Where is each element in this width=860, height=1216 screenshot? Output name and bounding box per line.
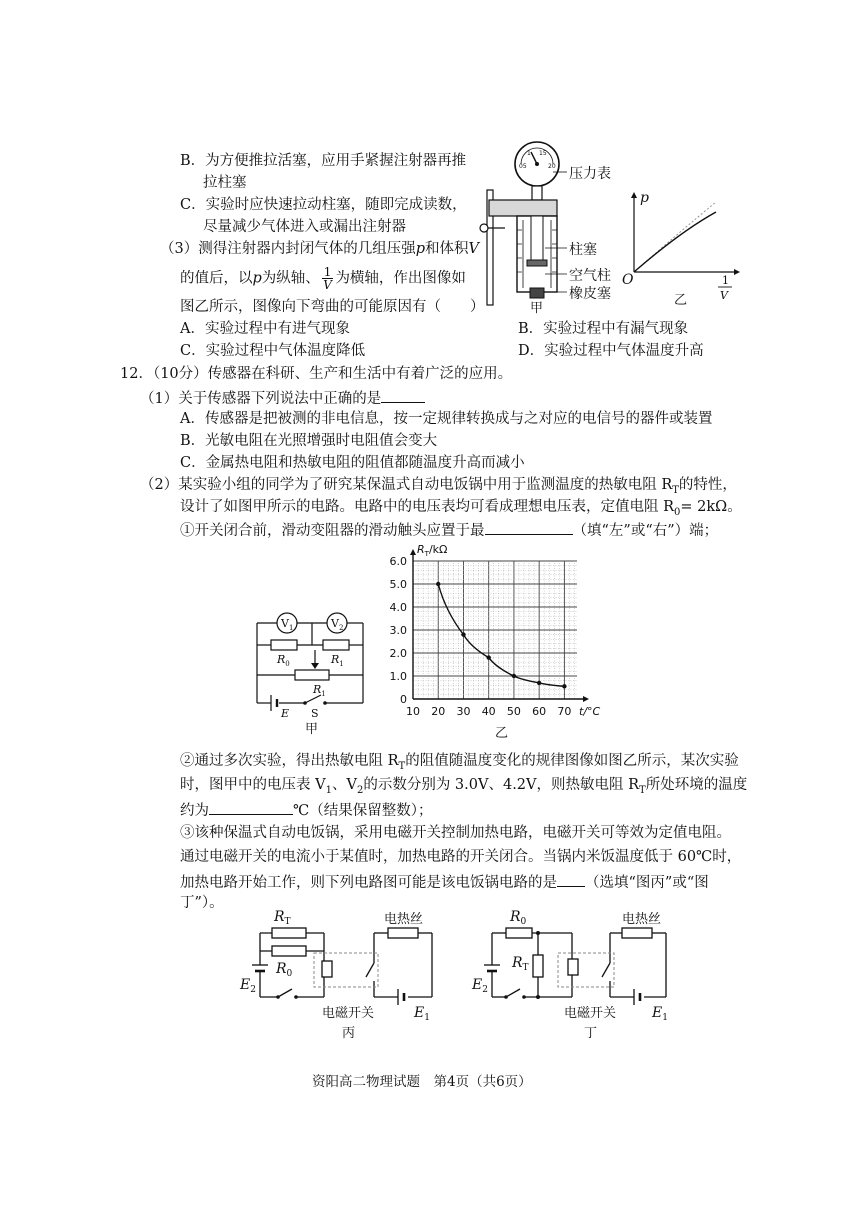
chart-x-tick-label: 30 — [456, 705, 471, 718]
chart-y-arrow — [410, 549, 416, 555]
circuit-ding-e2: $E_2$ — [472, 977, 488, 995]
q11-part3-line1: （3）测得注射器内封闭气体的几组压强p和体积V — [160, 241, 480, 257]
chart-x-tick-label: 60 — [532, 705, 547, 718]
gauge-dial-1: 1 — [527, 150, 531, 157]
chart-data-point — [461, 632, 465, 636]
chart-y-tick-label: 3.0 — [389, 624, 407, 637]
caption-jia: 甲 — [530, 301, 544, 316]
label-plunger: 柱塞 — [569, 242, 597, 258]
q11-answer-c: C．实验过程中气体温度降低 — [180, 343, 366, 359]
label-rubber-stopper: 橡皮塞 — [569, 286, 611, 302]
gauge-dial-15: 15 — [539, 150, 547, 157]
q12-part2-step2-line2: 时，图甲中的电压表 $V_1$、$V_2$的示数分别为 3.0V、4.2V，则热敏电阻 $R_T$所处环境的温度 — [180, 777, 748, 796]
graph-origin: O — [622, 272, 634, 288]
page-footer: 资阳高二物理试题 第4页（共6页） — [312, 1074, 532, 1090]
q11-part3-line2: 的值后，以p为纵轴、 $\frac{1}{V}$ 为横轴，作出图像如 — [180, 265, 466, 292]
circuit-ding-r0: $R_0$ — [510, 909, 527, 927]
chart-data-point — [436, 582, 440, 586]
q12-part1-c: C．金属热电阻和热敏电阻的阻值都随温度升高而减小 — [180, 455, 525, 471]
circuit-jia-s: S — [311, 707, 319, 720]
circuit-bing — [238, 905, 448, 1045]
circuit-ding-heater: 电热丝 — [622, 912, 662, 927]
q11-part3-line3: 图乙所示，图像向下弯曲的可能原因有（ ） — [180, 299, 485, 315]
q12-part1-b: B．光敏电阻在光照增强时电阻值会变大 — [180, 433, 438, 449]
circuit-bing-heater: 电热丝 — [384, 912, 424, 927]
chart-x-tick-label: 40 — [481, 705, 496, 718]
thermistor-chart — [365, 545, 605, 745]
q11-option-b-line1: B．为方便推拉活塞，应用手紧握注射器再推 — [180, 153, 467, 169]
q12-part2-step3-line1: ③该种保温式自动电饭锅，采用电磁开关控制加热电路，电磁开关可等效为定值电阻。 — [180, 825, 731, 841]
circuit-jia-r1: $R_1$ — [331, 653, 344, 668]
label-air-column: 空气柱 — [569, 268, 611, 284]
circuit-ding-caption: 丁 — [584, 1026, 598, 1041]
chart-y-label: $R_T/k\Omega$ — [417, 543, 448, 558]
circuit-bing-r0: $R_0$ — [276, 961, 293, 979]
q12-part1: （1）关于传感器下列说法中正确的是 — [140, 388, 425, 408]
circuit-jia — [245, 605, 375, 745]
chart-x-tick-label: 50 — [506, 705, 521, 718]
circuit-bing-rt: $R_T$ — [274, 909, 291, 927]
chart-y-tick-label: 1.0 — [389, 670, 407, 683]
p-vs-inverse-v-graph — [622, 190, 742, 310]
gauge-dial-05: 05 — [519, 163, 527, 170]
q11-option-c-line2: 尽量减少气体进入或漏出注射器 — [203, 219, 406, 235]
chart-data-point — [486, 655, 490, 659]
circuit-jia-caption: 甲 — [305, 722, 319, 737]
chart-x-tick-label: 20 — [431, 705, 446, 718]
chart-x-arrow — [583, 696, 589, 702]
q11-answer-d: D．实验过程中气体温度升高 — [518, 343, 704, 359]
chart-x-label: t/°C — [579, 705, 601, 718]
q11-answer-b: B．实验过程中有漏气现象 — [518, 321, 689, 337]
chart-y-tick-label: 2.0 — [389, 647, 407, 660]
chart-x-tick-label: 70 — [557, 705, 572, 718]
chart-data-point — [512, 674, 516, 678]
q12-part1-a: A．传感器是把被测的非电信息，按一定规律转换成与之对应的电信号的器件或装置 — [180, 411, 713, 427]
chart-y-tick-label: 4.0 — [389, 601, 407, 614]
caption-yi-graph: 乙 — [674, 293, 688, 308]
q12-part2-step2-line3: 约为 ℃（结果保留整数）； — [180, 800, 432, 820]
gauge-dial-20: 20 — [548, 163, 556, 170]
q12-part2-step3-line4: 丁”）。 — [180, 895, 224, 911]
chart-y-tick-label: 6.0 — [389, 555, 407, 568]
q12-part2-step2-line1: ②通过多次实验，得出热敏电阻 $R_T$的阻值随温度变化的规律图像如图乙所示，某次实验 — [180, 753, 739, 772]
chart-data-point — [562, 684, 566, 688]
q12-part2-line1: （2）某实验小组的同学为了研究某保温式自动电饭锅中用于监测温度的热敏电阻 $R_T$的特性， — [140, 477, 737, 496]
circuit-ding-rt: $R_T$ — [512, 955, 529, 973]
syringe-apparatus-figure — [475, 140, 625, 316]
circuit-jia-v2: $V_2$ — [331, 617, 344, 632]
circuit-ding — [470, 905, 680, 1045]
q12-heading: 12．（10分）传感器在科研、生产和生活中有着广泛的应用。 — [120, 366, 513, 382]
q12-part2-step1: ①开关闭合前，滑动变阻器的滑动触头应置于最 （填“左”或“右”）端； — [180, 520, 718, 540]
q12-part2-step3-line3: 加热电路开始工作，则下列电路图可能是该电饭锅电路的是 （选填“图丙”或“图 — [180, 872, 709, 892]
circuit-jia-rheostat: $R_1$ — [313, 683, 326, 698]
chart-y-tick-label: 5.0 — [389, 578, 407, 591]
circuit-bing-caption: 丙 — [342, 1026, 356, 1041]
q12-part2-step3-line2: 通过电磁开关的电流小于某值时，加热电路的开关闭合。当锅内米饭温度低于 60℃时， — [180, 849, 742, 865]
chart-series-curve — [438, 584, 564, 686]
circuit-jia-r0: $R_0$ — [277, 653, 290, 668]
circuit-jia-v1: $V_1$ — [281, 617, 294, 632]
q11-answer-a: A．实验过程中有进气现象 — [180, 321, 350, 337]
graph-x-label-num: 1 — [722, 274, 729, 287]
circuit-bing-e2: $E_2$ — [240, 977, 256, 995]
circuit-ding-switch: 电磁开关 — [564, 1006, 617, 1021]
fraction-1-over-v: $\frac{1}{V}$ — [323, 265, 332, 292]
chart-data-point — [537, 681, 541, 685]
graph-y-label-p: p — [640, 190, 649, 206]
q12-part2-line2: 设计了如图甲所示的电路。电路中的电压表均可看成理想电压表，定值电阻 $R_0= 2k\Omega$。 — [180, 499, 742, 518]
chart-caption: 乙 — [495, 726, 509, 741]
circuit-bing-switch: 电磁开关 — [322, 1006, 375, 1021]
q11-option-b-line2: 拉柱塞 — [203, 175, 247, 191]
label-pressure-gauge: 压力表 — [569, 166, 611, 182]
graph-x-label-den: V — [720, 289, 728, 302]
q11-option-c-line1: C．实验时应快速拉动柱塞，随即完成读数， — [180, 197, 467, 213]
circuit-bing-e1: $E_1$ — [414, 1005, 430, 1023]
circuit-jia-e: E — [281, 707, 290, 720]
circuit-ding-e1: $E_1$ — [652, 1005, 668, 1023]
chart-y-tick-label: 0 — [400, 693, 407, 706]
chart-x-tick-label: 10 — [406, 705, 420, 718]
